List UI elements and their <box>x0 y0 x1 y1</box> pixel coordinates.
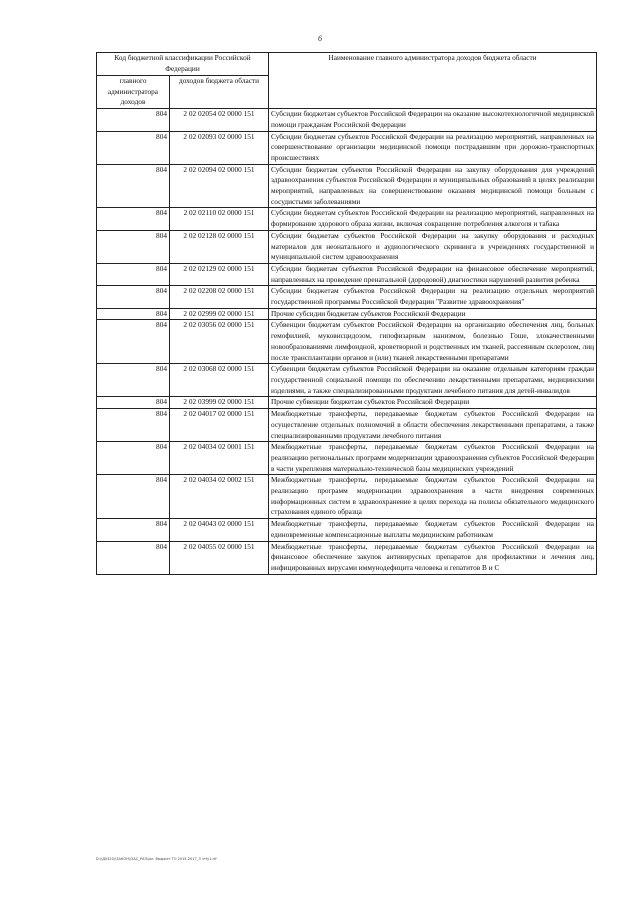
header-administrator-name: Наименование главного администратора доходов бюджета области <box>269 53 597 109</box>
table-row <box>97 230 597 263</box>
budget-code-cell: 2 02 04055 02 0000 151 <box>170 541 269 574</box>
budget-code-cell: 2 02 04017 02 0000 151 <box>170 409 269 442</box>
header-budget-classification: Код бюджетной классификации Российской Федерации <box>97 53 269 76</box>
description-cell: Межбюджетные трансферты, передаваемые бюджетам субъектов Российской Федерации на реализацию региональных программ модернизации здравоохранения субъектов Российской Федерации в части укрепления материально-технической базы медицинских учреждений <box>269 442 597 475</box>
admin-code-cell: 804 <box>97 397 170 409</box>
budget-code-cell: 2 02 02094 02 0000 151 <box>170 164 269 208</box>
budget-code-cell: 2 02 03068 02 0000 151 <box>170 364 269 397</box>
table-row <box>97 442 597 475</box>
table-row <box>97 364 597 397</box>
description-cell: Субсидии бюджетам субъектов Российской Федерации на финансовое обеспечение мероприятий, направленных на проведение пренатальной (дородовой) диагностики нарушений развития ребенка <box>269 263 597 285</box>
table-row <box>97 263 597 285</box>
admin-code-cell: 804 <box>97 131 170 164</box>
budget-code-cell: 2 02 02093 02 0000 151 <box>170 131 269 164</box>
table-row <box>97 409 597 442</box>
budget-code-cell: 2 02 02128 02 0000 151 <box>170 230 269 263</box>
table-row <box>97 519 597 541</box>
page-number: 6 <box>318 34 322 43</box>
description-cell: Межбюджетные трансферты, передаваемые бюджетам субъектов Российской Федерации на реализацию программ модернизации здравоохранения в части внедрения современных информационных систем в здравоохранение в целях перехода на полисы обязательного медицинского страхования единого образца <box>269 475 597 519</box>
admin-code-cell: 804 <box>97 320 170 364</box>
budget-code-cell: 2 02 03056 02 0000 151 <box>170 320 269 364</box>
table-row <box>97 308 597 320</box>
table-row <box>97 541 597 574</box>
description-cell: Субвенции бюджетам субъектов Российской Федерации на организацию обеспечения лиц, больных гемофилией, муковисцидозом, гипофизарным нанизмом, болезнью Гоше, злокачественными новообразованиями лимфоидной, кроветворной и родственных им тканей, рассеянным склерозом, лиц после трансплантации органов и (или) тканей лекарственными препаратами <box>269 320 597 364</box>
description-cell: Межбюджетные трансферты, передаваемые бюджетам субъектов Российской Федерации на осуществление отдельных полномочий в области обеспечения лекарственными препаратами, а также специализированными продуктами лечебного питания <box>269 409 597 442</box>
admin-code-cell: 804 <box>97 442 170 475</box>
description-cell: Межбюджетные трансферты, передаваемые бюджетам субъектов Российской Федерации на единовременные компенсационные выплаты медицинским работникам <box>269 519 597 541</box>
table-body <box>97 109 597 575</box>
budget-code-cell: 2 02 02999 02 0000 151 <box>170 308 269 320</box>
admin-code-cell: 804 <box>97 164 170 208</box>
budget-code-cell: 2 02 02129 02 0000 151 <box>170 263 269 285</box>
admin-code-cell: 804 <box>97 475 170 519</box>
budget-code-cell: 2 02 04034 02 0001 151 <box>170 442 269 475</box>
admin-code-cell: 804 <box>97 519 170 541</box>
table-row <box>97 475 597 519</box>
budget-code-cell: 2 02 03999 02 0000 151 <box>170 397 269 409</box>
description-cell: Прочие субвенции бюджетам субъектов Российской Федерации <box>269 397 597 409</box>
description-cell: Субсидии бюджетам субъектов Российской Федерации на реализацию мероприятий, направленных на формирование здорового образа жизни, включая сокращение потребления алкоголя и табака <box>269 208 597 230</box>
description-cell: Межбюджетные трансферты, передаваемые бюджетам субъектов Российской Федерации на финансовое обеспечение закупок антивирусных препаратов для профилактики и лечения лиц, инфицированных вирусами иммунодефицита человека и гепатитов В и С <box>269 541 597 574</box>
budget-code-cell: 2 02 02054 02 0000 151 <box>170 109 269 131</box>
admin-code-cell: 804 <box>97 109 170 131</box>
description-cell: Субвенции бюджетам субъектов Российской Федерации на оказание отдельным категориям граждан государственной социальной помощи по обеспечению лекарственными препаратами, медицинскими изделиями, а также специализированными продуктами лечебного питания для детей-инвалидов <box>269 364 597 397</box>
table-row <box>97 131 597 164</box>
budget-code-cell: 2 02 02110 02 0000 151 <box>170 208 269 230</box>
budget-code-cell: 2 02 04034 02 0002 151 <box>170 475 269 519</box>
header-budget-income: доходов бюджета области <box>170 76 269 109</box>
admin-code-cell: 804 <box>97 230 170 263</box>
admin-code-cell: 804 <box>97 286 170 308</box>
table-row <box>97 286 597 308</box>
file-path-footer: D:\\Д0420\\ЗАКОН\\ЗАС_РАЗ\\ол. бюджет ТО 2015-2017_3 чтfу1.rtf <box>96 857 217 861</box>
table-row <box>97 320 597 364</box>
table-row <box>97 208 597 230</box>
table-row <box>97 164 597 208</box>
description-cell: Субсидии бюджетам субъектов Российской Федерации на реализацию мероприятий, направленных на совершенствование организации медицинской помощи пострадавшим при дорожно-транспортных происшествиях <box>269 131 597 164</box>
description-cell: Субсидии бюджетам субъектов Российской Федерации на закупку оборудования для учреждений здравоохранения субъектов Российской Федерации и муниципальных образований в целях реализации мероприятий, направленных на совершенствование оказания медицинской помощи больным с сосудистыми заболеваниями <box>269 164 597 208</box>
admin-code-cell: 804 <box>97 263 170 285</box>
description-cell: Субсидии бюджетам субъектов Российской Федерации на реализацию отдельных мероприятий государственной программы Российской Федерации "Развитие здравоохранения" <box>269 286 597 308</box>
admin-code-cell: 804 <box>97 308 170 320</box>
admin-code-cell: 804 <box>97 208 170 230</box>
description-cell: Субсидии бюджетам субъектов Российской Федерации на оказание высокотехнологичной медицинской помощи гражданам Российской Федерации <box>269 109 597 131</box>
description-cell: Субсидии бюджетам субъектов Российской Федерации на закупку оборудования и расходных материалов для неонатального и аудиологического скрининга в учреждениях государственной и муниципальной систем здравоохранения <box>269 230 597 263</box>
budget-code-cell: 2 02 04043 02 0000 151 <box>170 519 269 541</box>
admin-code-cell: 804 <box>97 409 170 442</box>
table-row <box>97 109 597 131</box>
admin-code-cell: 804 <box>97 541 170 574</box>
description-cell: Прочие субсидии бюджетам субъектов Российской Федерации <box>269 308 597 320</box>
revenue-administrators-table <box>96 52 597 575</box>
header-main-administrator: главного администратора доходов <box>97 76 170 109</box>
admin-code-cell: 804 <box>97 364 170 397</box>
budget-code-cell: 2 02 02208 02 0000 151 <box>170 286 269 308</box>
table-row <box>97 397 597 409</box>
